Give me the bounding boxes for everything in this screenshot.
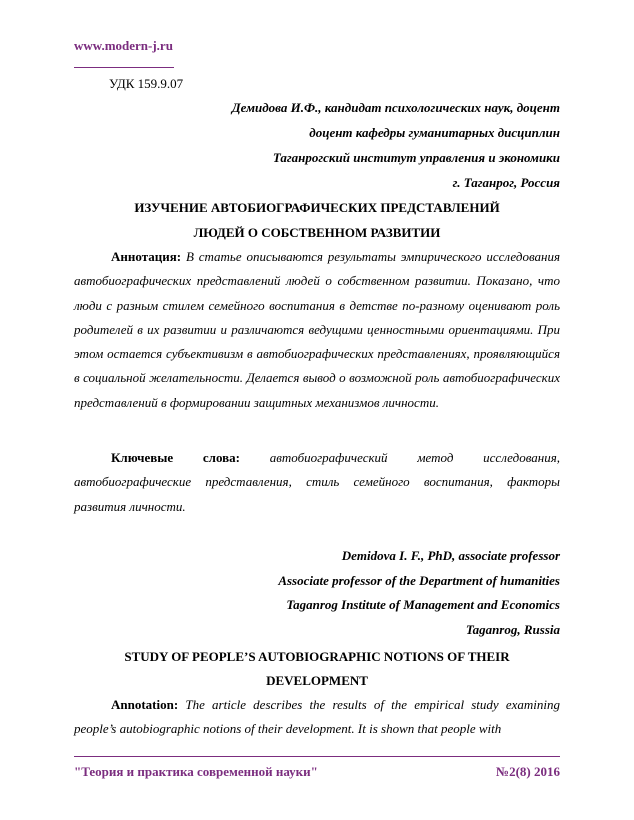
journal-title: "Теория и практика современной науки" — [74, 764, 318, 779]
issue-number: №2(8) 2016 — [496, 764, 560, 779]
ru-keywords-text: автобиографический метод исследования, автобиографические представления, стиль семейного воспитания, факторы развития личности. — [74, 450, 560, 514]
en-abstract-text: The article describes the results of the empirical study examining people’s autobiographic notions of their development. It is shown that people with — [74, 697, 561, 737]
ru-author-name: Демидова И.Ф., кандидат психологических наук, доцент — [231, 100, 560, 115]
udk-code: УДК 159.9.07 — [109, 76, 184, 91]
en-author-position: Associate professor of the Department of humanities — [278, 573, 560, 588]
en-abstract-label: Annotation: — [111, 697, 179, 712]
footer-divider — [74, 756, 560, 757]
ru-keywords — [74, 446, 560, 519]
en-abstract — [74, 693, 560, 742]
ru-author-affiliation: Таганрогский институт управления и экономики — [272, 150, 560, 165]
ru-abstract-text: В статье описываются результаты эмпирического исследования автобиографических представлений людей о собственном развитии. Показано, что люди с разным стилем семейного воспитания в детстве по-разному оценивают роль родителей в их развитии и различаются ведущими ценностными ориентациями. При этом остается субъективизм в автобиографических представлениях, проявляющийся в социальной желательности. Делается вывод о возможной роль автобиографических представлений в формировании защитных механизмов личности. — [74, 249, 560, 410]
site-url[interactable]: www.modern-j.ru — [74, 38, 173, 53]
ru-title-line-2: ЛЮДЕЙ О СОБСТВЕННОМ РАЗВИТИИ — [193, 225, 441, 240]
ru-title-line-1: ИЗУЧЕНИЕ АВТОБИОГРАФИЧЕСКИХ ПРЕДСТАВЛЕНИЙ — [134, 200, 500, 215]
ru-author-city: г. Таганрог, Россия — [452, 175, 560, 190]
ru-author-position: доцент кафедры гуманитарных дисциплин — [309, 125, 560, 140]
en-author-name: Demidova I. F., PhD, associate professor — [341, 548, 560, 563]
en-title-line-1: STUDY OF PEOPLE’S AUTOBIOGRAPHIC NOTIONS OF THEIR — [124, 649, 510, 664]
en-author-affiliation: Taganrog Institute of Management and Economics — [286, 597, 560, 612]
ru-abstract-label: Аннотация: — [111, 249, 182, 264]
header-divider — [74, 67, 174, 68]
ru-abstract — [74, 245, 560, 415]
en-author-city: Taganrog, Russia — [465, 622, 560, 637]
en-title-line-2: DEVELOPMENT — [266, 673, 368, 688]
ru-keywords-label: Ключевые слова: — [111, 450, 240, 465]
